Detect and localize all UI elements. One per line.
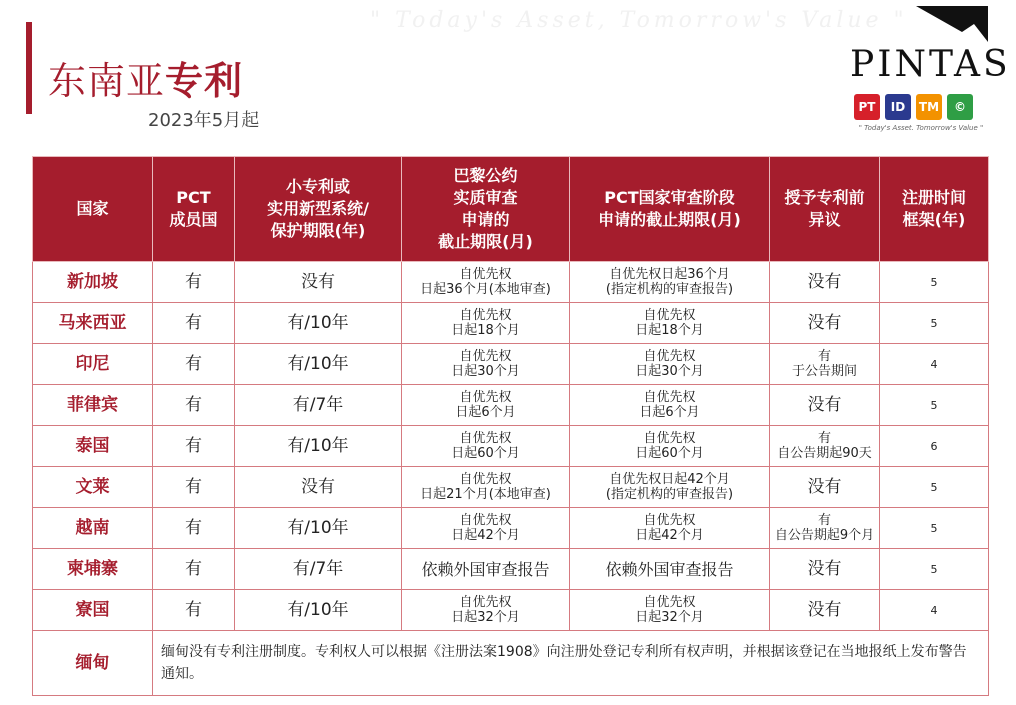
paris-deadline-cell: 自优先权 日起30个月 <box>402 344 570 385</box>
header-paris-deadline: 巴黎公约 实质审查 申请的 截止期限(月) <box>402 157 570 262</box>
country-cell: 越南 <box>33 508 153 549</box>
page-title-topic: 专利 <box>165 59 244 103</box>
timeframe-cell: 5 <box>880 508 989 549</box>
pintas-logo <box>846 6 1011 136</box>
logo-badges <box>854 94 973 120</box>
patent-table <box>32 156 989 696</box>
header-pct-member: PCT 成员国 <box>153 157 235 262</box>
pct-member-cell: 有 <box>153 508 235 549</box>
pct-deadline-cell: 自优先权 日起60个月 <box>570 426 770 467</box>
table-header-row <box>33 157 989 262</box>
country-cell: 柬埔寨 <box>33 549 153 590</box>
country-cell: 印尼 <box>33 344 153 385</box>
pct-deadline-cell: 自优先权 日起30个月 <box>570 344 770 385</box>
opposition-cell: 有 自公告期起90天 <box>770 426 880 467</box>
timeframe-cell: 4 <box>880 590 989 631</box>
paris-deadline-cell: 自优先权 日起18个月 <box>402 303 570 344</box>
utility-model-cell: 没有 <box>235 262 402 303</box>
paris-deadline-cell: 自优先权 日起36个月(本地审查) <box>402 262 570 303</box>
page-title-region: 东南亚 <box>48 59 166 103</box>
table-row <box>33 385 989 426</box>
country-cell: 寮国 <box>33 590 153 631</box>
pct-deadline-cell: 依赖外国审查报告 <box>570 549 770 590</box>
opposition-cell: 没有 <box>770 549 880 590</box>
paris-deadline-cell: 自优先权 日起32个月 <box>402 590 570 631</box>
header-pre-grant-opposition: 授予专利前 异议 <box>770 157 880 262</box>
paris-deadline-cell: 自优先权 日起42个月 <box>402 508 570 549</box>
table-row <box>33 344 989 385</box>
header-pct-deadline: PCT国家审查阶段 申请的截止期限(月) <box>570 157 770 262</box>
logo-badge: © <box>947 94 973 120</box>
timeframe-cell: 5 <box>880 385 989 426</box>
utility-model-cell: 有/10年 <box>235 303 402 344</box>
country-cell: 马来西亚 <box>33 303 153 344</box>
logo-tagline: " Today's Asset. Tomorrow's Value " <box>858 124 984 132</box>
opposition-cell: 有 于公告期间 <box>770 344 880 385</box>
logo-badge: TM <box>916 94 942 120</box>
myanmar-note: 缅甸没有专利注册制度。专利权人可以根据《注册法案1908》向注册处登记专利所有权声明，并根据该登记在当地报纸上发布警告通知。 <box>153 631 989 696</box>
pct-deadline-cell: 自优先权日起42个月 (指定机构的审查报告) <box>570 467 770 508</box>
opposition-cell: 没有 <box>770 262 880 303</box>
table-row <box>33 303 989 344</box>
opposition-cell: 没有 <box>770 590 880 631</box>
pct-member-cell: 有 <box>153 262 235 303</box>
timeframe-cell: 5 <box>880 549 989 590</box>
page-subtitle: 2023年5月起 <box>148 110 260 131</box>
utility-model-cell: 没有 <box>235 467 402 508</box>
header-registration-timeframe: 注册时间 框架(年) <box>880 157 989 262</box>
timeframe-cell: 4 <box>880 344 989 385</box>
logo-wordmark: PINTAS <box>850 44 1011 85</box>
country-cell: 新加坡 <box>33 262 153 303</box>
paris-deadline-cell: 自优先权 日起60个月 <box>402 426 570 467</box>
pct-deadline-cell: 自优先权 日起18个月 <box>570 303 770 344</box>
paris-deadline-cell: 依赖外国审查报告 <box>402 549 570 590</box>
header-country: 国家 <box>33 157 153 262</box>
opposition-cell: 没有 <box>770 303 880 344</box>
pct-member-cell: 有 <box>153 590 235 631</box>
paris-deadline-cell: 自优先权 日起6个月 <box>402 385 570 426</box>
table-row <box>33 467 989 508</box>
table-row <box>33 508 989 549</box>
pct-member-cell: 有 <box>153 385 235 426</box>
logo-corner-mark <box>916 6 988 44</box>
timeframe-cell: 5 <box>880 262 989 303</box>
utility-model-cell: 有/10年 <box>235 344 402 385</box>
utility-model-cell: 有/7年 <box>235 549 402 590</box>
utility-model-cell: 有/10年 <box>235 508 402 549</box>
opposition-cell: 有 自公告期起9个月 <box>770 508 880 549</box>
table-row <box>33 262 989 303</box>
pct-deadline-cell: 自优先权 日起42个月 <box>570 508 770 549</box>
opposition-cell: 没有 <box>770 467 880 508</box>
table-body <box>33 262 989 696</box>
pct-member-cell: 有 <box>153 303 235 344</box>
table-row <box>33 426 989 467</box>
title-accent-bar <box>26 22 32 114</box>
opposition-cell: 没有 <box>770 385 880 426</box>
logo-badge: PT <box>854 94 880 120</box>
slogan-watermark: " Today's Asset, Tomorrow's Value " <box>370 8 908 33</box>
timeframe-cell: 5 <box>880 303 989 344</box>
pct-deadline-cell: 自优先权 日起6个月 <box>570 385 770 426</box>
country-cell: 泰国 <box>33 426 153 467</box>
utility-model-cell: 有/10年 <box>235 590 402 631</box>
pct-member-cell: 有 <box>153 426 235 467</box>
page-title <box>48 50 243 105</box>
table-row <box>33 590 989 631</box>
pct-deadline-cell: 自优先权 日起32个月 <box>570 590 770 631</box>
logo-badge: ID <box>885 94 911 120</box>
table-row <box>33 549 989 590</box>
timeframe-cell: 6 <box>880 426 989 467</box>
header-utility-model: 小专利或 实用新型系统/ 保护期限(年) <box>235 157 402 262</box>
utility-model-cell: 有/7年 <box>235 385 402 426</box>
pct-member-cell: 有 <box>153 549 235 590</box>
country-cell: 文莱 <box>33 467 153 508</box>
country-cell: 菲律宾 <box>33 385 153 426</box>
paris-deadline-cell: 自优先权 日起21个月(本地审查) <box>402 467 570 508</box>
timeframe-cell: 5 <box>880 467 989 508</box>
pct-member-cell: 有 <box>153 344 235 385</box>
utility-model-cell: 有/10年 <box>235 426 402 467</box>
pct-deadline-cell: 自优先权日起36个月 (指定机构的审查报告) <box>570 262 770 303</box>
country-cell: 缅甸 <box>33 631 153 696</box>
table-row-note <box>33 631 989 696</box>
pct-member-cell: 有 <box>153 467 235 508</box>
